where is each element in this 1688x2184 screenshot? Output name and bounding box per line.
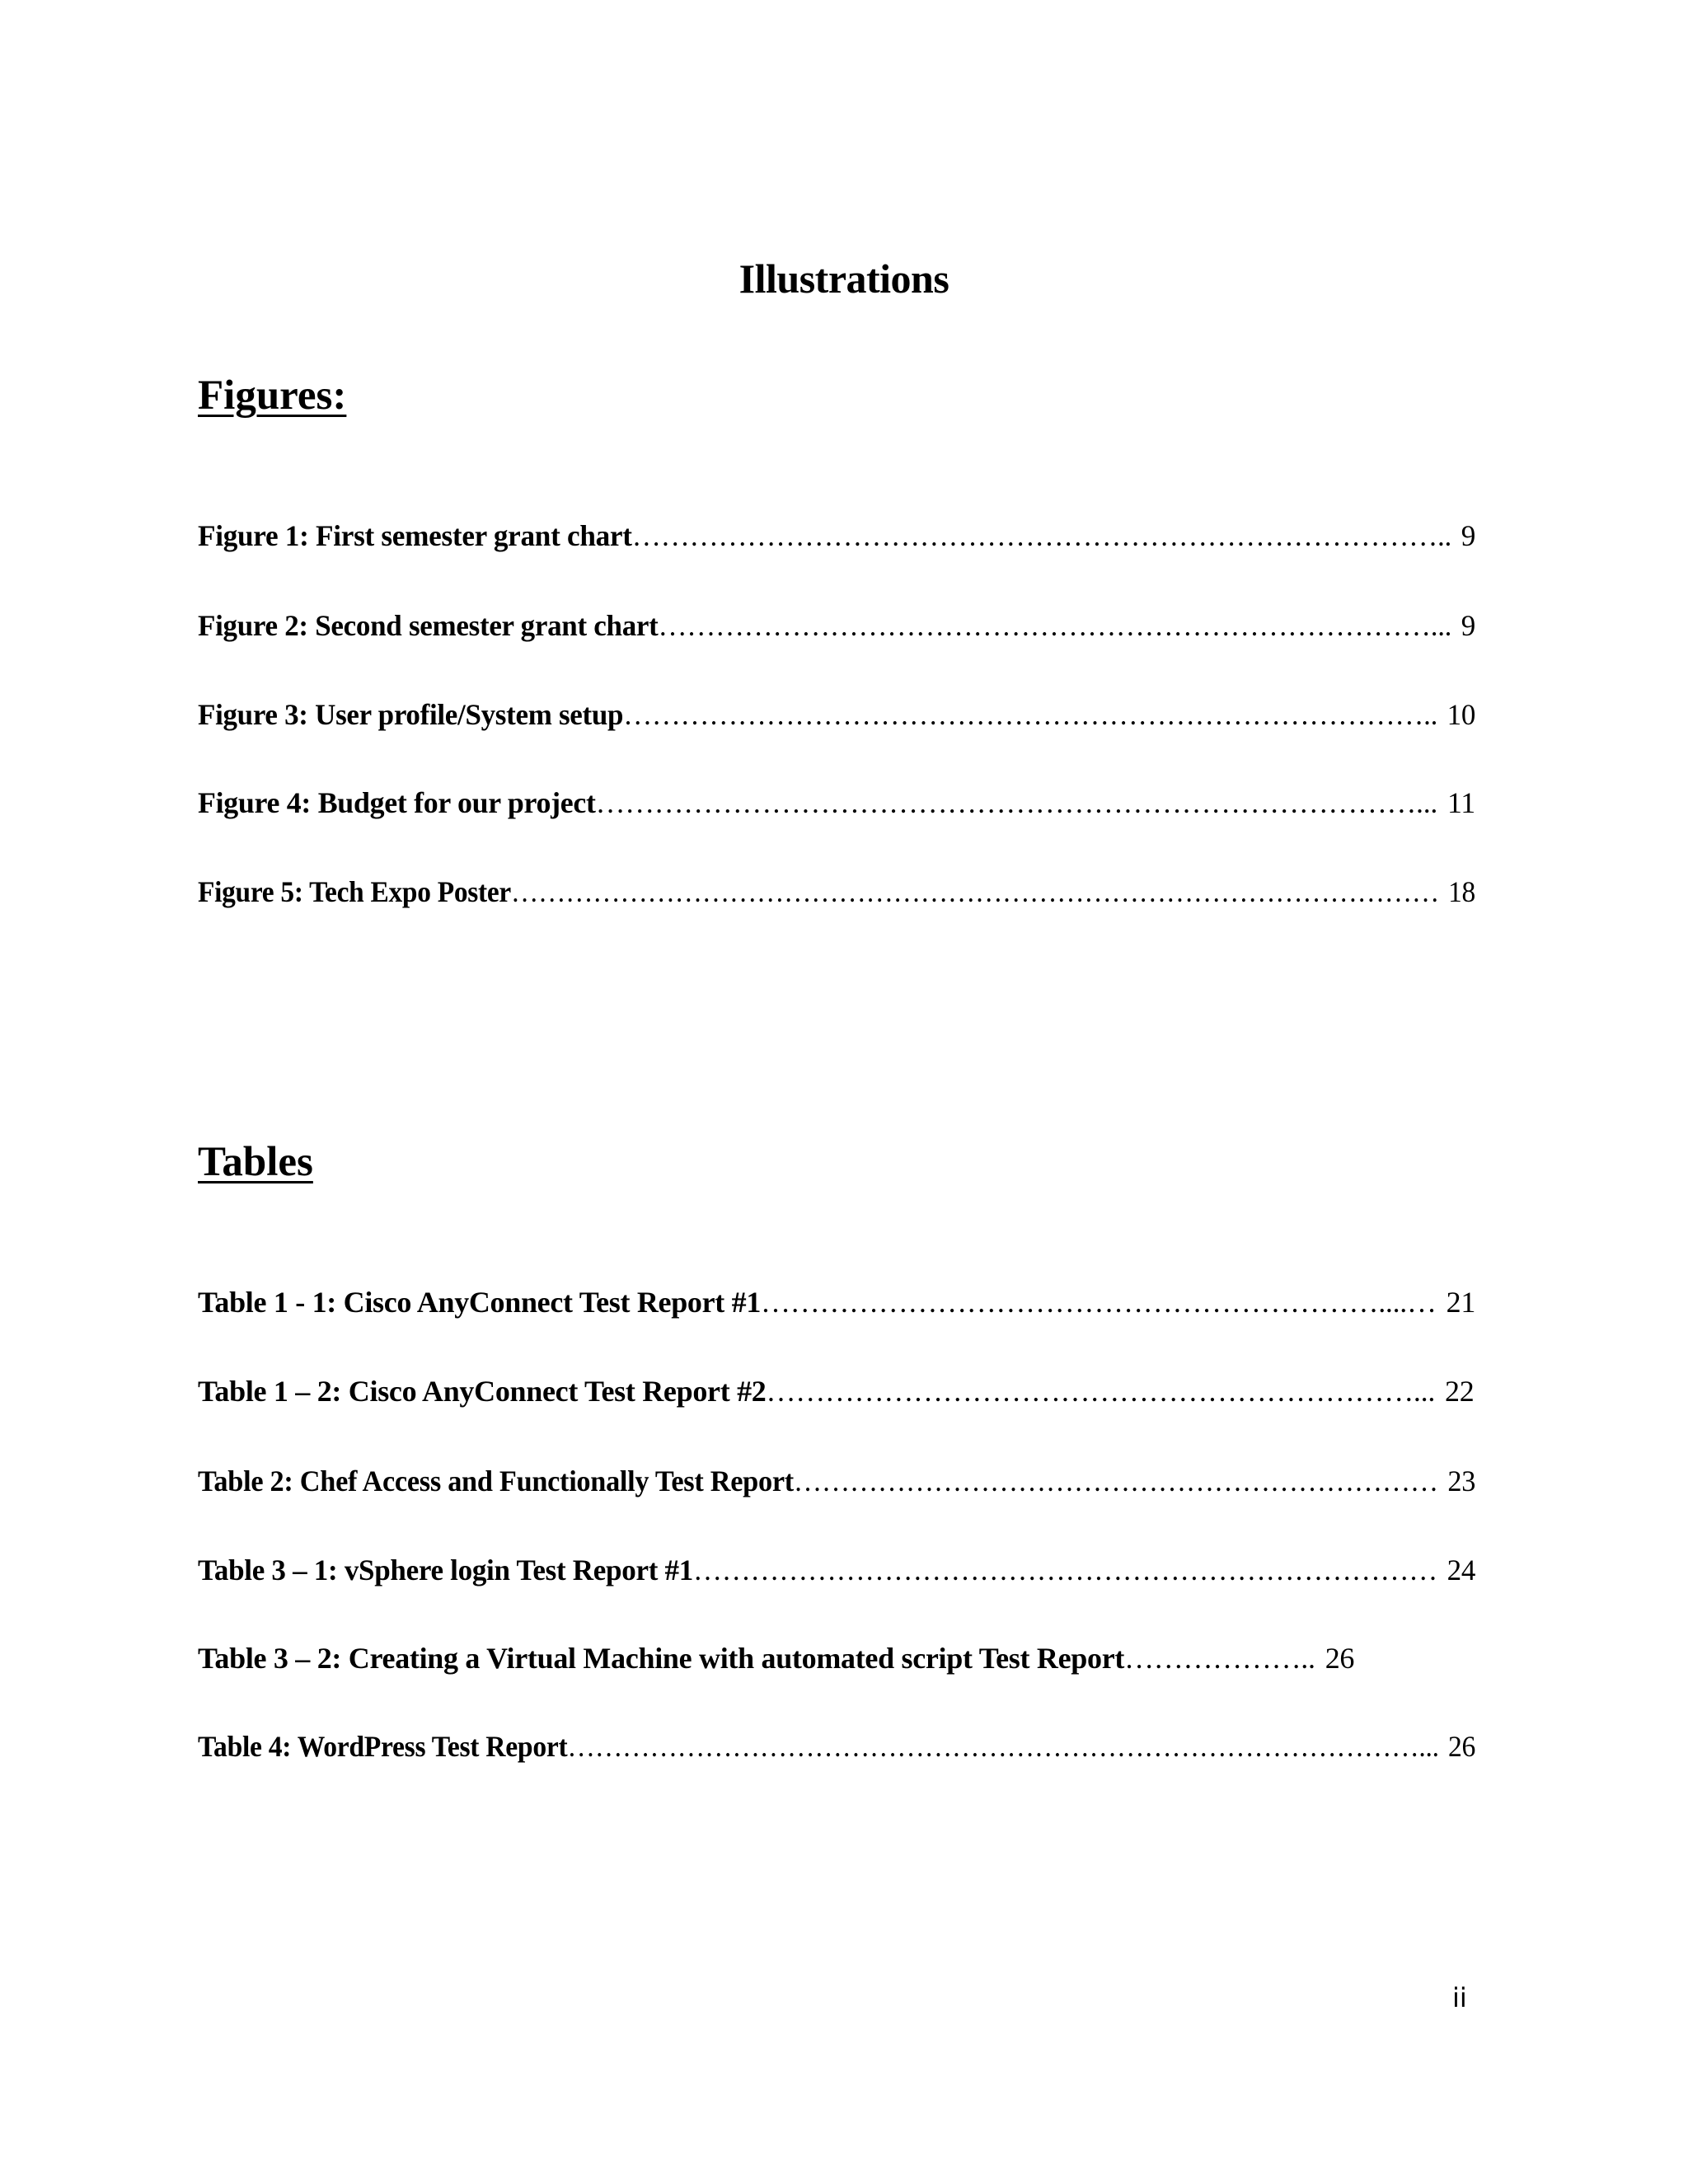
table-entry-label: Table 1 – 2: Cisco AnyConnect Test Report #2 <box>198 1375 767 1408</box>
figure-entry-label: Figure 2: Second semester grant chart <box>198 609 659 642</box>
dot-leader: ………………………………………………………………………….. <box>623 698 1438 731</box>
table-entry-label: Table 4: WordPress Test Report <box>198 1730 568 1763</box>
page-number: ii <box>1452 1982 1467 2013</box>
dot-leader: ………………………………………………………………………………………… <box>510 875 1439 908</box>
table-entry-label: Table 1 - 1: Cisco AnyConnect Test Report #1 <box>198 1286 762 1319</box>
figure-entry-page: 9 <box>1461 519 1476 552</box>
figure-entry-page: 10 <box>1447 698 1476 731</box>
table-entry-page: 22 <box>1445 1375 1475 1408</box>
table-entry-page: 24 <box>1447 1554 1476 1586</box>
figure-entry-3 <box>198 696 1475 733</box>
table-entry-6 <box>198 1728 1475 1765</box>
figure-entry-1 <box>198 518 1475 554</box>
table-entry-page: 23 <box>1447 1465 1476 1497</box>
table-entry-2 <box>198 1373 1474 1409</box>
table-entry-label: Table 3 – 1: vSphere login Test Report #1 <box>198 1554 693 1586</box>
page-title: Illustrations <box>738 255 950 302</box>
table-entry-label: Table 2: Chef Access and Functionally Test Report <box>198 1465 794 1497</box>
figure-entry-2 <box>198 607 1475 644</box>
table-entry-label: Table 3 – 2: Creating a Virtual Machine with automated script Test Report <box>198 1642 1125 1675</box>
table-entry-4 <box>198 1552 1475 1588</box>
dot-leader: ………………………………………………………....… <box>761 1286 1437 1319</box>
figure-entry-label: Figure 5: Tech Expo Poster <box>198 875 511 908</box>
figure-entry-page: 9 <box>1461 609 1476 642</box>
dot-leader: …………………………………………………………………………... <box>595 786 1438 819</box>
table-entry-page: 21 <box>1446 1286 1476 1319</box>
dot-leader: …………………………………………………………… <box>793 1465 1438 1497</box>
figure-entry-4 <box>198 785 1475 821</box>
figure-entry-label: Figure 3: User profile/System setup <box>198 698 624 731</box>
figure-entry-5 <box>198 874 1475 910</box>
tables-heading: Tables <box>198 1139 313 1185</box>
dot-leader: ………………………………………………………………………... <box>658 609 1452 642</box>
figure-entry-page: 11 <box>1447 786 1475 819</box>
table-entry-page: 26 <box>1447 1730 1476 1763</box>
table-entry-page: 26 <box>1325 1642 1355 1675</box>
figures-heading: Figures: <box>198 373 347 419</box>
dot-leader: …………………………………………………………………………………... <box>567 1730 1439 1763</box>
figure-entry-page: 18 <box>1448 875 1475 908</box>
table-entry-5 <box>198 1640 1354 1676</box>
dot-leader: …………………………………………………………………… <box>692 1554 1437 1586</box>
dot-leader: ……………….. <box>1124 1642 1315 1675</box>
table-entry-3 <box>198 1463 1475 1499</box>
dot-leader: …………………………………………………………... <box>766 1375 1436 1408</box>
table-entry-1 <box>198 1284 1475 1320</box>
dot-leader: ………………………………………………………………………….. <box>631 519 1452 552</box>
figure-entry-label: Figure 4: Budget for our project <box>198 786 596 819</box>
figure-entry-label: Figure 1: First semester grant chart <box>198 519 632 552</box>
